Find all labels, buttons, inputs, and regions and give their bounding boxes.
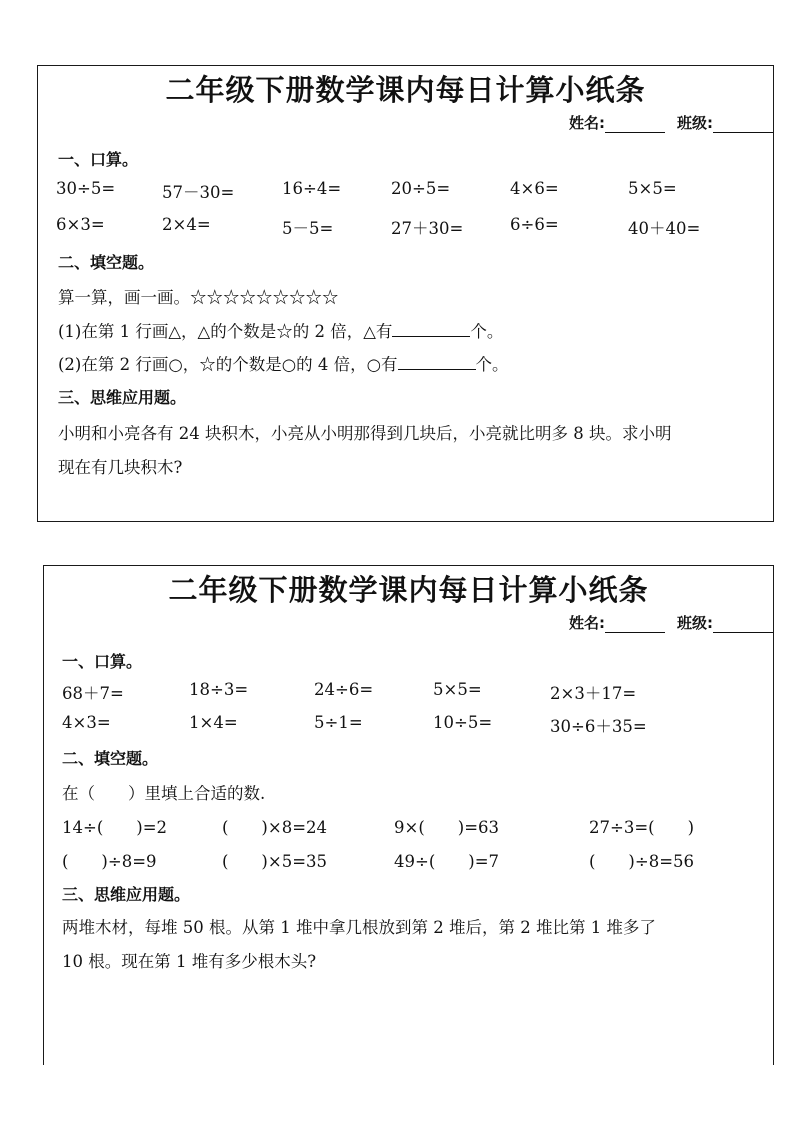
- oral-problem: 6×3=: [56, 215, 105, 234]
- fill-problem: 27÷3=( ): [589, 818, 695, 837]
- question-unit: 个。: [470, 322, 504, 341]
- oral-problem: 5－5=: [282, 219, 334, 238]
- oral-problem: 40＋40=: [628, 219, 701, 238]
- section-heading-word-problem: 三、思维应用题。: [62, 885, 191, 904]
- oral-problem: 68＋7=: [62, 684, 124, 703]
- name-label: 姓名:: [569, 614, 605, 632]
- oral-problem: 4×6=: [510, 179, 559, 198]
- oral-problem: 10÷5=: [433, 713, 493, 732]
- question-unit: 个。: [475, 355, 509, 374]
- section-heading-fill: 二、填空题。: [58, 253, 155, 272]
- section-heading-oral: 一、口算。: [58, 150, 139, 169]
- fill-problem: ( )×5=35: [222, 852, 328, 871]
- question-text: (2)在第 2 行画○，☆的个数是○的 4 倍，○有: [58, 355, 398, 374]
- word-problem-line: 10 根。现在第 1 堆有多少根木头?: [62, 952, 317, 971]
- oral-problem: 16÷4=: [282, 179, 342, 198]
- student-info: [569, 112, 773, 133]
- name-blank[interactable]: [605, 116, 665, 133]
- oral-problem: 5×5=: [628, 179, 677, 198]
- fill-problem: ( )÷8=56: [589, 852, 695, 871]
- fill-problem: ( )×8=24: [222, 818, 328, 837]
- name-label: 姓名:: [569, 114, 605, 132]
- oral-problem: 30÷5=: [56, 179, 116, 198]
- word-problem-line: 小明和小亮各有 24 块积木，小亮从小明那得到几块后，小亮就比明多 8 块。求小明: [58, 424, 672, 443]
- oral-problem: 18÷3=: [189, 680, 249, 699]
- fill-question-1: [58, 318, 503, 342]
- student-info: [569, 612, 773, 633]
- oral-problem: 5÷1=: [314, 713, 363, 732]
- section-heading-word-problem: 三、思维应用题。: [58, 388, 187, 407]
- class-blank[interactable]: [713, 116, 773, 133]
- fill-problem: 49÷( )=7: [394, 852, 500, 871]
- section-heading-fill: 二、填空题。: [62, 749, 159, 768]
- name-blank[interactable]: [605, 616, 665, 633]
- card-title: 二年级下册数学课内每日计算小纸条: [168, 573, 649, 607]
- worksheet-card-1: [37, 65, 774, 522]
- word-problem-line: 现在有几块积木?: [58, 458, 183, 477]
- oral-problem: 2×3＋17=: [550, 684, 637, 703]
- oral-problem: 6÷6=: [510, 215, 559, 234]
- answer-blank[interactable]: [398, 353, 476, 370]
- fill-problem: 14÷( )=2: [62, 818, 168, 837]
- oral-problem: 1×4=: [189, 713, 238, 732]
- fill-intro: 在（ ）里填上合适的数.: [62, 784, 266, 803]
- card-title: 二年级下册数学课内每日计算小纸条: [165, 73, 646, 107]
- question-text: (1)在第 1 行画△，△的个数是☆的 2 倍，△有: [58, 322, 393, 341]
- oral-problem: 27＋30=: [391, 219, 464, 238]
- fill-question-2: [58, 351, 509, 375]
- class-label: 班级:: [677, 114, 713, 132]
- fill-intro: 算一算，画一画。☆☆☆☆☆☆☆☆☆: [58, 288, 339, 307]
- word-problem-line: 两堆木材，每堆 50 根。从第 1 堆中拿几根放到第 2 堆后，第 2 堆比第 1 堆多了: [62, 918, 656, 937]
- answer-blank[interactable]: [392, 320, 470, 337]
- oral-problem: 4×3=: [62, 713, 111, 732]
- oral-problem: 20÷5=: [391, 179, 451, 198]
- oral-problem: 57－30=: [162, 183, 235, 202]
- fill-problem: ( )÷8=9: [62, 852, 157, 871]
- oral-problem: 5×5=: [433, 680, 482, 699]
- section-heading-oral: 一、口算。: [62, 652, 143, 671]
- worksheet-card-2: [43, 565, 774, 1065]
- class-blank[interactable]: [713, 616, 773, 633]
- class-label: 班级:: [677, 614, 713, 632]
- fill-problem: 9×( )=63: [394, 818, 500, 837]
- oral-problem: 2×4=: [162, 215, 211, 234]
- oral-problem: 24÷6=: [314, 680, 374, 699]
- oral-problem: 30÷6＋35=: [550, 717, 647, 736]
